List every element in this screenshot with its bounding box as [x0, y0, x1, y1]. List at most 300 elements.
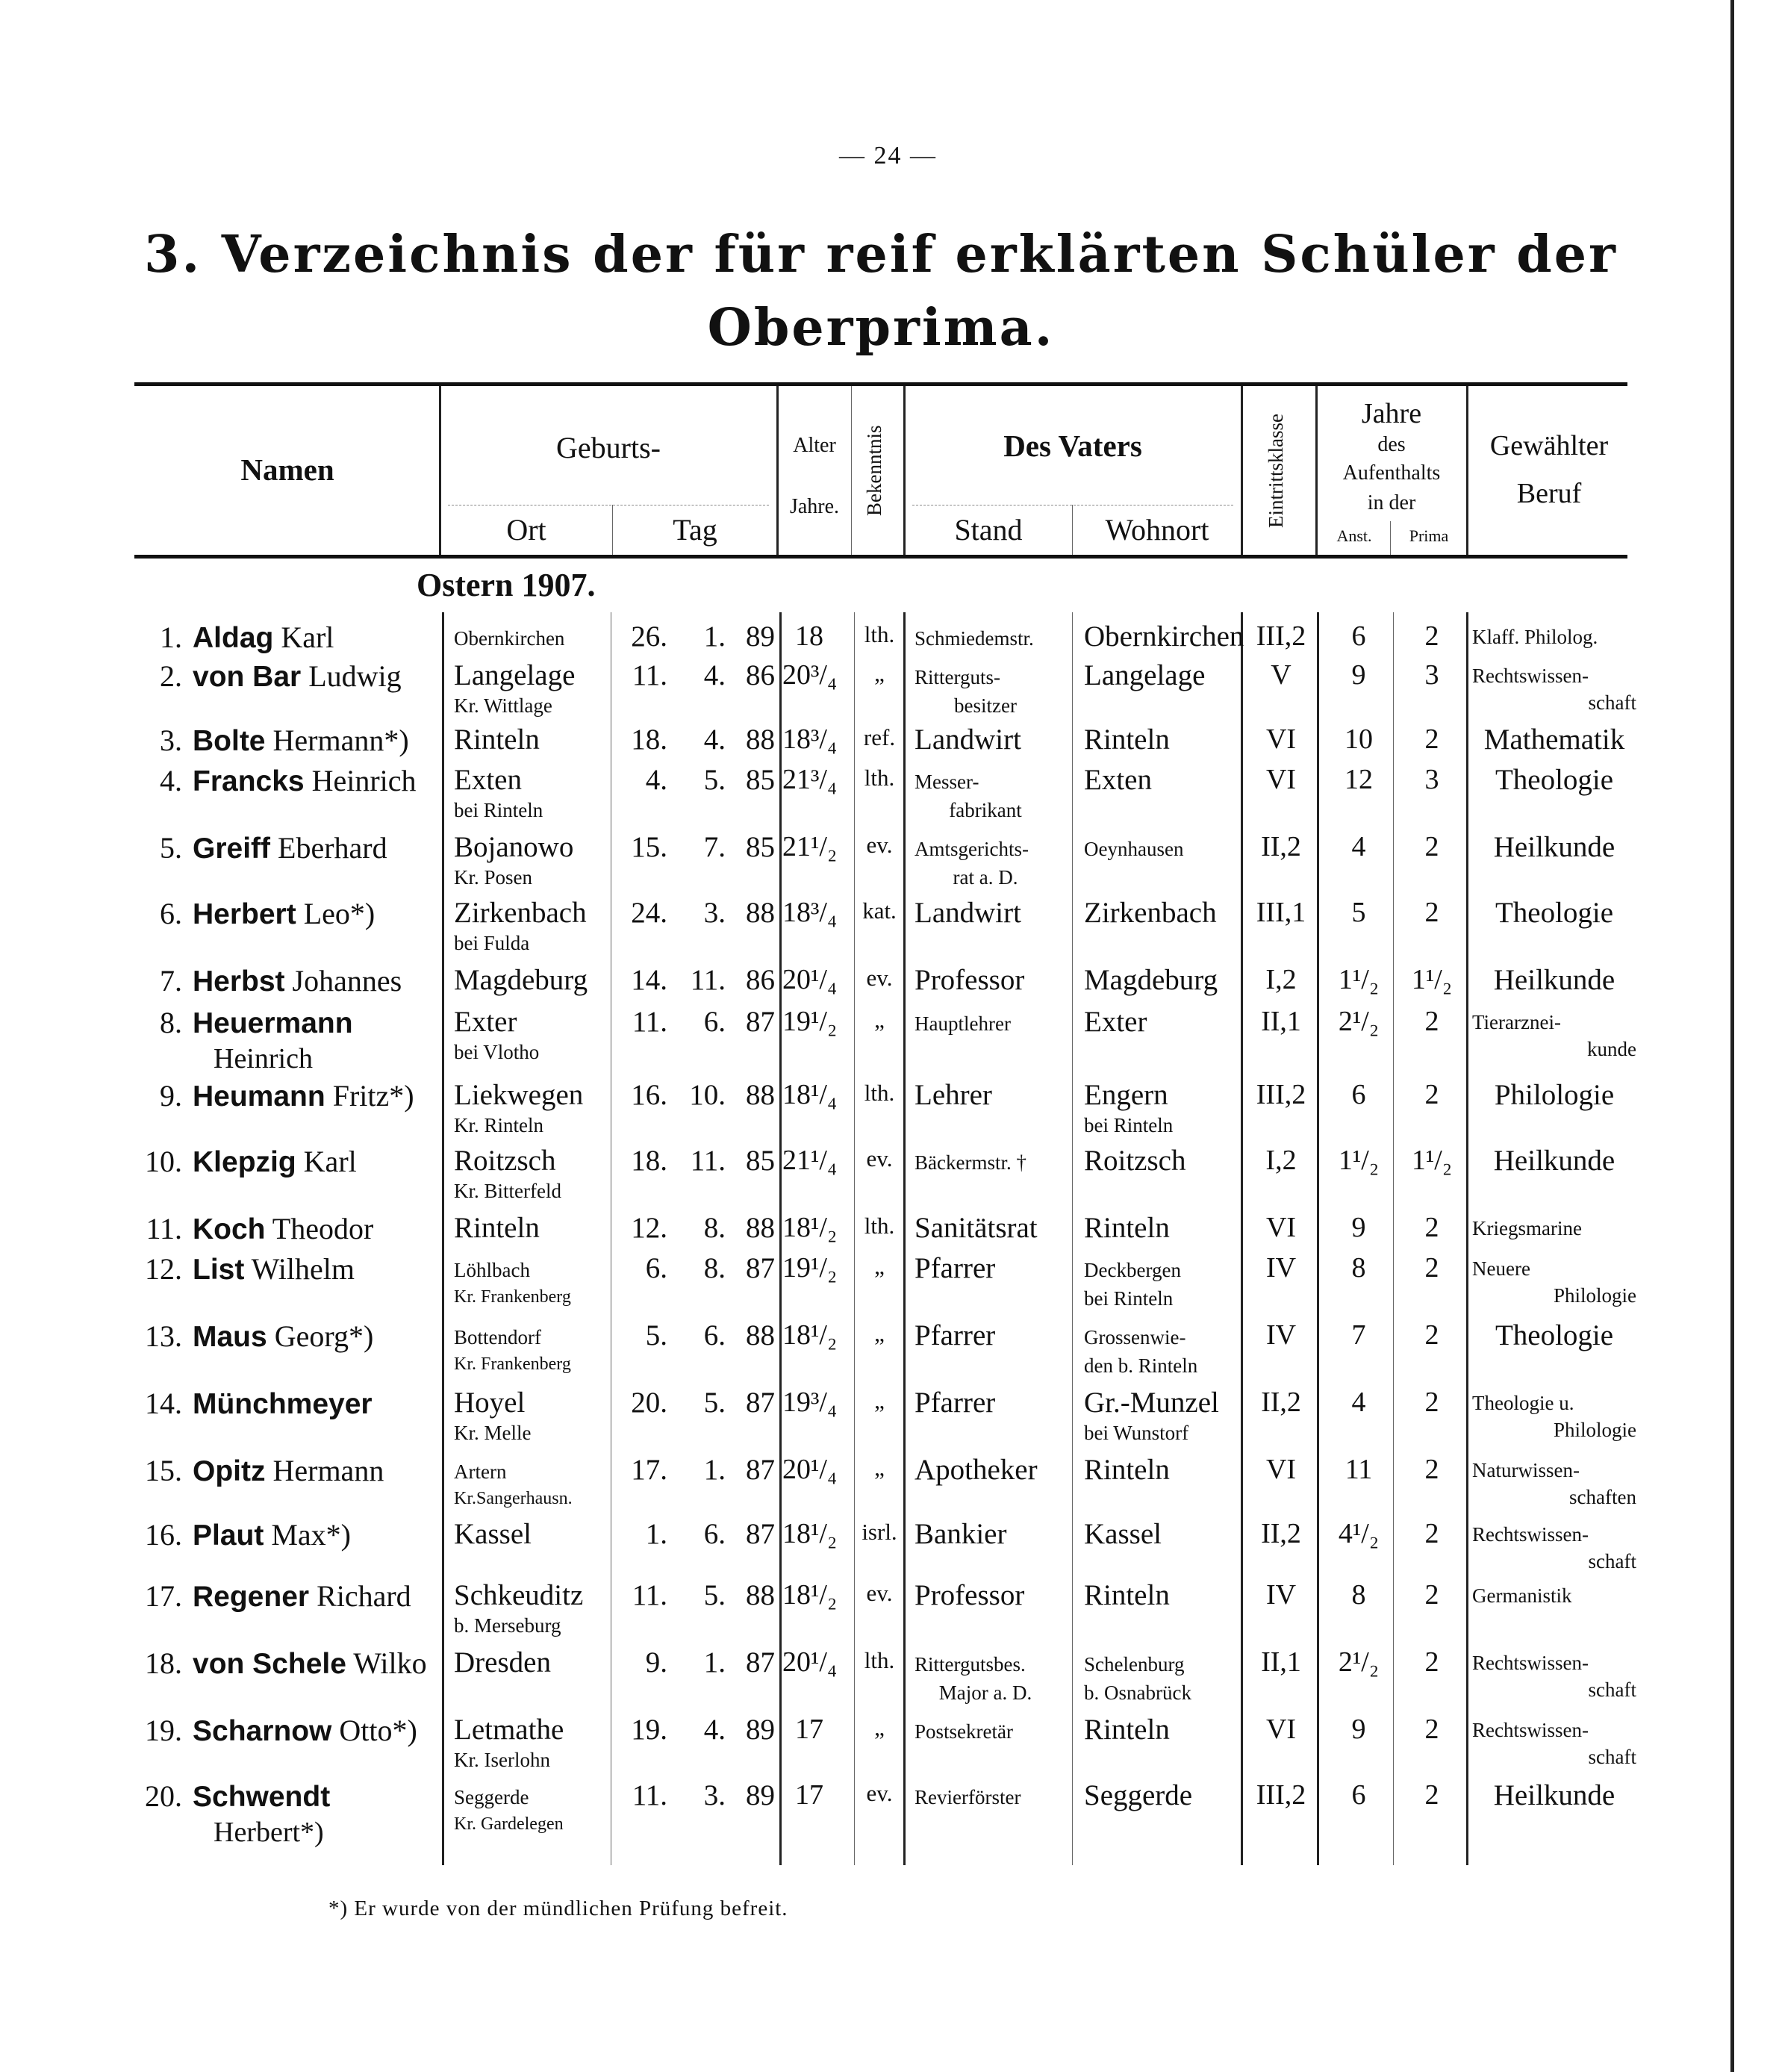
birth-place-district: Kr. Bitterfeld [454, 1180, 561, 1202]
entry-class: III,2 [1256, 1779, 1306, 1811]
birth-place: Hoyel [454, 1387, 526, 1419]
table-row [0, 1517, 1776, 1584]
header-gewaehlter: Gewählter [1489, 430, 1609, 462]
years-at-institution: 6 [1351, 1079, 1366, 1110]
birth-year: 89 [746, 1714, 775, 1746]
father-residence: Magdeburg [1084, 964, 1218, 996]
section-label: Ostern 1907. [417, 567, 596, 603]
birth-day: 11. [632, 1779, 667, 1811]
birth-year: 87 [746, 1518, 775, 1550]
chosen-profession: Germanistik [1472, 1584, 1572, 1607]
father-residence: Oeynhausen [1084, 838, 1184, 860]
birth-place: Schkeuditz [454, 1579, 584, 1611]
student-given-name: Richard [317, 1579, 411, 1613]
chosen-profession-line2: Philologie [1553, 1419, 1636, 1441]
father-residence-line2: bei Rinteln [1084, 1114, 1174, 1136]
birth-month: 1. [703, 1454, 726, 1486]
chosen-profession: Rechtswissen- [1472, 665, 1589, 687]
birth-place: Kassel [454, 1518, 532, 1550]
years-in-prima: 2 [1424, 1319, 1439, 1351]
birth-year: 85 [746, 764, 775, 796]
student-surname: Heumann [193, 1080, 325, 1113]
birth-place: Exten [454, 764, 522, 796]
row-number: 20. [145, 1779, 182, 1813]
father-residence: Kassel [1084, 1518, 1162, 1550]
chosen-profession: Neuere [1472, 1257, 1530, 1280]
birth-place: Bottendorf [454, 1326, 541, 1348]
father-residence: Rinteln [1084, 724, 1170, 756]
student-name [193, 1646, 427, 1681]
chosen-profession: Heilkunde [1493, 831, 1615, 863]
student-given-name: Wilhelm [251, 1252, 355, 1286]
confession: „ [874, 1387, 885, 1413]
years-in-prima: 2 [1424, 831, 1439, 862]
father-occupation: Amtsgerichts- [915, 838, 1029, 860]
chosen-profession-line2: schaft [1588, 1679, 1636, 1701]
years-at-institution: 8 [1351, 1579, 1366, 1611]
table-row [0, 1646, 1776, 1713]
birth-year: 86 [746, 964, 775, 996]
chosen-profession: Theologie [1495, 897, 1614, 929]
years-in-prima: 2 [1424, 1212, 1439, 1243]
row-number: 18. [145, 1646, 182, 1680]
years-at-institution: 7 [1351, 1319, 1366, 1351]
entry-class: II,2 [1261, 831, 1301, 862]
entry-class: II,1 [1261, 1006, 1301, 1037]
chosen-profession: Mathematik [1483, 724, 1625, 756]
father-occupation: Ritterguts- [915, 666, 1001, 688]
years-at-institution: 4 [1351, 831, 1366, 862]
student-given-name: Karl [281, 620, 334, 654]
divider [851, 386, 852, 555]
birth-year: 85 [746, 1145, 775, 1177]
birth-day: 20. [631, 1387, 667, 1419]
page-number: — 24 — [839, 142, 937, 169]
header-prima: Prima [1409, 526, 1449, 546]
birth-place: Seggerde [454, 1786, 529, 1808]
father-occupation-line2: besitzer [954, 694, 1017, 717]
divider [776, 386, 779, 555]
row-number: 9. [160, 1079, 182, 1113]
birth-day: 24. [631, 897, 667, 929]
confession: „ [874, 1320, 885, 1346]
father-residence: Rinteln [1084, 1454, 1170, 1486]
years-in-prima: 2 [1424, 1646, 1439, 1678]
birth-day: 12. [631, 1212, 667, 1244]
father-occupation: Postsekretär [915, 1720, 1013, 1743]
years-in-prima: 2 [1424, 620, 1439, 652]
row-number: 11. [146, 1212, 182, 1245]
years-in-prima: 2 [1424, 1518, 1439, 1549]
birth-day: 17. [631, 1454, 667, 1486]
birth-place: Bojanowo [454, 831, 574, 863]
years-in-prima: 2 [1424, 1006, 1439, 1037]
student-surname: von Bar [193, 661, 302, 693]
student-surname: Maus [193, 1321, 267, 1353]
student-name [193, 723, 409, 758]
father-occupation: Professor [915, 964, 1025, 996]
birth-place-district: Kr. Rinteln [454, 1114, 543, 1136]
chosen-profession: Rechtswissen- [1472, 1523, 1589, 1546]
confession: kat. [862, 897, 897, 924]
student-surname: Herbst [193, 965, 285, 998]
years-at-institution: 2¹/₂ [1338, 1646, 1380, 1678]
birth-day: 18. [631, 724, 667, 756]
confession: lth. [864, 621, 895, 647]
student-surname: Münchmeyer [193, 1388, 373, 1420]
chosen-profession: Theologie [1495, 1319, 1614, 1351]
years-at-institution: 4 [1351, 1387, 1366, 1418]
confession: isrl. [861, 1519, 897, 1545]
birth-month: 4. [703, 1714, 726, 1746]
table-row [0, 1386, 1776, 1453]
row-number: 3. [160, 724, 182, 757]
table-row [0, 1144, 1776, 1211]
student-given-name: Fritz*) [332, 1079, 414, 1113]
years-at-institution: 1¹/₂ [1338, 1145, 1380, 1176]
birth-year: 87 [746, 1454, 775, 1486]
birth-month: 6. [703, 1006, 726, 1038]
years-at-institution: 10 [1345, 724, 1373, 755]
student-surname: List [193, 1254, 245, 1286]
birth-place-district: Kr. Posen [454, 866, 533, 889]
student-surname: Koch [193, 1213, 266, 1245]
father-residence: Roitzsch [1084, 1145, 1186, 1177]
birth-month: 3. [703, 1779, 726, 1811]
birth-year: 89 [746, 620, 775, 653]
student-name [193, 620, 334, 655]
header-geburts: Geburts- [556, 431, 661, 464]
age-years: 20¹/₄ [782, 1646, 838, 1678]
confession: ev. [866, 1780, 893, 1806]
chosen-profession: Rechtswissen- [1472, 1719, 1589, 1741]
age-years: 20¹/₄ [782, 1454, 838, 1485]
chosen-profession-line2: schaft [1588, 1550, 1636, 1572]
birth-place-district: bei Fulda [454, 932, 530, 954]
birth-month: 7. [703, 831, 726, 863]
birth-year: 89 [746, 1779, 775, 1811]
age-years: 17 [795, 1779, 823, 1811]
divider [1466, 386, 1468, 555]
father-occupation: Apotheker [915, 1454, 1038, 1486]
student-given-name: Ludwig [308, 659, 402, 693]
birth-day: 4. [645, 764, 667, 796]
birth-month: 4. [703, 724, 726, 756]
father-occupation: Bankier [915, 1518, 1007, 1550]
father-residence: Seggerde [1084, 1779, 1193, 1811]
header-jahre-aufenthalt-2: des [1377, 432, 1406, 456]
table-row [0, 896, 1776, 963]
entry-class: VI [1265, 1212, 1297, 1243]
birth-day: 5. [645, 1319, 667, 1351]
chosen-profession: Kriegsmarine [1472, 1217, 1582, 1239]
row-number: 1. [160, 620, 182, 654]
father-residence: Exter [1084, 1006, 1147, 1038]
row-number: 10. [145, 1145, 182, 1178]
years-at-institution: 5 [1351, 897, 1366, 928]
age-years: 21¹/₂ [782, 831, 838, 862]
father-occupation: Messer- [915, 771, 979, 793]
header-ort: Ort [506, 513, 546, 547]
father-occupation: Sanitätsrat [915, 1212, 1038, 1244]
birth-year: 88 [746, 1212, 775, 1244]
page-title [134, 218, 1627, 364]
father-residence: Obernkirchen [1084, 620, 1244, 653]
student-name [193, 1078, 414, 1113]
confession: lth. [864, 765, 895, 791]
page-title-line-1: 3. Verzeichnis der für reif erklärten Schüler der [144, 225, 1618, 284]
table-row [0, 1251, 1776, 1319]
birth-day: 19. [631, 1714, 667, 1746]
father-occupation: Rittergutsbes. [915, 1653, 1026, 1676]
father-residence-line2: den b. Rinteln [1084, 1354, 1198, 1377]
birth-year: 88 [746, 1579, 775, 1611]
confession: ref. [863, 724, 896, 750]
row-number: 8. [160, 1006, 182, 1039]
years-in-prima: 2 [1424, 1252, 1439, 1284]
years-at-institution: 12 [1345, 764, 1373, 795]
student-given-name: Otto*) [339, 1714, 417, 1747]
birth-place: Dresden [454, 1646, 551, 1679]
birth-place: Langelage [454, 659, 576, 691]
age-years: 17 [795, 1714, 823, 1745]
chosen-profession: Naturwissen- [1472, 1459, 1580, 1481]
entry-class: VI [1265, 724, 1297, 755]
row-number: 19. [145, 1714, 182, 1747]
entry-class: VI [1265, 1714, 1297, 1745]
age-years: 21¹/₄ [782, 1145, 838, 1176]
divider [612, 505, 613, 555]
birth-month: 10. [689, 1079, 726, 1111]
student-surname: Scharnow [193, 1715, 332, 1747]
chosen-profession: Heilkunde [1493, 964, 1615, 996]
years-in-prima: 2 [1424, 724, 1439, 755]
birth-day: 16. [631, 1079, 667, 1111]
row-number: 14. [145, 1387, 182, 1420]
chosen-profession: Heilkunde [1493, 1779, 1615, 1811]
student-given-name-line2: Herbert*) [214, 1817, 324, 1848]
row-number: 12. [145, 1252, 182, 1286]
years-at-institution: 11 [1345, 1454, 1373, 1485]
student-given-name: Heinrich [311, 764, 417, 797]
confession: ev. [866, 965, 893, 991]
age-years: 18¹/₂ [782, 1212, 838, 1243]
years-in-prima: 2 [1424, 1454, 1439, 1485]
entry-class: II,2 [1261, 1387, 1301, 1418]
table-row [0, 1779, 1776, 1846]
birth-month: 5. [703, 1579, 726, 1611]
birth-place: Obernkirchen [454, 627, 565, 650]
birth-day: 6. [645, 1252, 667, 1284]
student-surname: von Schele [193, 1648, 346, 1680]
student-name [193, 1251, 355, 1287]
father-residence: Exten [1084, 764, 1152, 796]
birth-month: 4. [703, 659, 726, 691]
years-at-institution: 6 [1351, 620, 1366, 652]
birth-day: 1. [645, 1518, 667, 1550]
student-name [193, 1453, 384, 1488]
row-number: 16. [145, 1518, 182, 1552]
birth-day: 9. [645, 1646, 667, 1679]
entry-class: II,2 [1261, 1518, 1301, 1549]
entry-class: I,2 [1265, 1145, 1297, 1176]
years-at-institution: 4¹/₂ [1338, 1518, 1380, 1549]
student-name [193, 1578, 411, 1614]
birth-place: Artern [454, 1460, 507, 1483]
entry-class: VI [1265, 1454, 1297, 1485]
header-bottom-rule [134, 555, 1627, 559]
years-in-prima: 2 [1424, 1079, 1439, 1110]
birth-year: 88 [746, 1079, 775, 1111]
father-occupation: Professor [915, 1579, 1025, 1611]
divider [439, 386, 441, 555]
birth-year: 87 [746, 1006, 775, 1038]
divider [1241, 386, 1243, 555]
birth-year: 87 [746, 1252, 775, 1284]
years-at-institution: 1¹/₂ [1338, 964, 1380, 995]
birth-year: 85 [746, 831, 775, 863]
student-given-name: Theodor [272, 1212, 374, 1245]
birth-year: 87 [746, 1646, 775, 1679]
table-row [0, 1005, 1776, 1072]
entry-class: IV [1265, 1579, 1297, 1611]
years-in-prima: 3 [1424, 659, 1439, 691]
chosen-profession: Klaff. Philolog. [1472, 626, 1598, 648]
row-number: 13. [145, 1319, 182, 1353]
confession: ev. [866, 832, 893, 858]
birth-place-district: b. Merseburg [454, 1614, 561, 1637]
birth-year: 87 [746, 1387, 775, 1419]
student-surname: Greiff [193, 833, 271, 865]
birth-month: 3. [703, 897, 726, 929]
entry-class: IV [1265, 1252, 1297, 1284]
father-occupation: Landwirt [915, 724, 1021, 756]
years-in-prima: 1¹/₂ [1411, 964, 1453, 995]
row-number: 7. [160, 964, 182, 998]
birth-place-district: Kr. Iserlohn [454, 1749, 550, 1771]
table-row [0, 1578, 1776, 1646]
birth-place-district: Kr.Sangerhausn. [454, 1489, 573, 1508]
confession: „ [874, 1455, 885, 1481]
birth-place: Zirkenbach [454, 897, 587, 929]
birth-place: Rinteln [454, 1212, 540, 1244]
table-row [0, 763, 1776, 830]
student-name [193, 1144, 357, 1179]
entry-class: I,2 [1265, 964, 1297, 995]
birth-place-district: bei Vlotho [454, 1041, 540, 1063]
header-anst: Anst. [1336, 526, 1372, 546]
birth-month: 8. [703, 1212, 726, 1244]
chosen-profession: Theologie u. [1472, 1392, 1574, 1414]
student-name [193, 830, 387, 865]
header-jahre-aufenthalt-1: Jahre [1361, 398, 1422, 430]
student-given-name: Hermann [272, 1454, 384, 1487]
birth-month: 5. [703, 1387, 726, 1419]
student-given-name-line2: Heinrich [214, 1043, 313, 1074]
entry-class: III,2 [1256, 1079, 1306, 1110]
entry-class: VI [1265, 764, 1297, 795]
row-number: 2. [160, 659, 182, 693]
chosen-profession: Theologie [1495, 764, 1614, 796]
student-surname: Schwendt [193, 1781, 331, 1813]
years-in-prima: 2 [1424, 1387, 1439, 1418]
header-wohnort: Wohnort [1105, 513, 1209, 547]
father-residence: Zirkenbach [1084, 897, 1217, 929]
age-years: 18¹/₄ [782, 1079, 838, 1110]
header-des-vaters: Des Vaters [1003, 429, 1142, 464]
birth-month: 11. [690, 964, 726, 996]
header-alter: Alter [793, 433, 836, 457]
student-given-name: Eberhard [278, 831, 387, 865]
father-residence: Grossenwie- [1084, 1326, 1186, 1348]
student-given-name: Karl [303, 1145, 357, 1178]
birth-day: 26. [631, 620, 667, 653]
student-surname: Regener [193, 1581, 310, 1613]
birth-day: 18. [631, 1145, 667, 1177]
chosen-profession: Rechtswissen- [1472, 1652, 1589, 1674]
student-surname: Heuermann [193, 1007, 353, 1039]
birth-place: Löhlbach [454, 1259, 530, 1281]
years-in-prima: 2 [1424, 1779, 1439, 1811]
age-years: 19³/₄ [782, 1387, 838, 1418]
header-jahre-aufenthalt-3: Aufenthalts [1342, 461, 1441, 485]
chosen-profession-line2: schaft [1588, 691, 1636, 714]
birth-month: 1. [703, 1646, 726, 1679]
confession: ev. [866, 1580, 893, 1606]
father-occupation-line2: fabrikant [949, 799, 1022, 821]
years-at-institution: 8 [1351, 1252, 1366, 1284]
student-name [193, 1211, 373, 1246]
table-row [0, 659, 1776, 726]
page-title-line-2: Oberprima. [707, 298, 1055, 358]
birth-month: 1. [703, 620, 726, 653]
student-surname: Francks [193, 765, 305, 797]
age-years: 18¹/₂ [782, 1579, 838, 1611]
row-number: 15. [145, 1454, 182, 1487]
row-number: 5. [160, 831, 182, 865]
age-years: 20³/₄ [782, 659, 838, 691]
student-name [193, 763, 417, 798]
birth-day: 14. [631, 964, 667, 996]
father-occupation: Pfarrer [915, 1252, 996, 1284]
birth-place: Exter [454, 1006, 517, 1038]
years-at-institution: 2¹/₂ [1338, 1006, 1380, 1037]
father-occupation: Pfarrer [915, 1387, 996, 1419]
age-years: 18 [795, 620, 823, 652]
age-years: 20¹/₄ [782, 964, 838, 995]
divider [1390, 521, 1391, 555]
student-name [193, 1713, 417, 1748]
student-name [193, 1517, 351, 1552]
birth-place: Rinteln [454, 724, 540, 756]
father-occupation-line2: rat a. D. [953, 866, 1018, 889]
years-in-prima: 2 [1424, 897, 1439, 928]
confession: „ [874, 1253, 885, 1279]
table-row [0, 830, 1776, 897]
birth-month: 6. [703, 1518, 726, 1550]
years-at-institution: 9 [1351, 1212, 1366, 1243]
table-row [0, 1078, 1776, 1145]
age-years: 18³/₄ [782, 724, 838, 755]
header-beruf: Beruf [1516, 478, 1582, 510]
chosen-profession: Tierarznei- [1472, 1011, 1561, 1033]
age-years: 18¹/₂ [782, 1518, 838, 1549]
row-number: 6. [160, 897, 182, 930]
row-number: 17. [145, 1579, 182, 1613]
age-years: 18¹/₂ [782, 1319, 838, 1351]
confession: „ [874, 1714, 885, 1740]
father-occupation: Landwirt [915, 897, 1021, 929]
